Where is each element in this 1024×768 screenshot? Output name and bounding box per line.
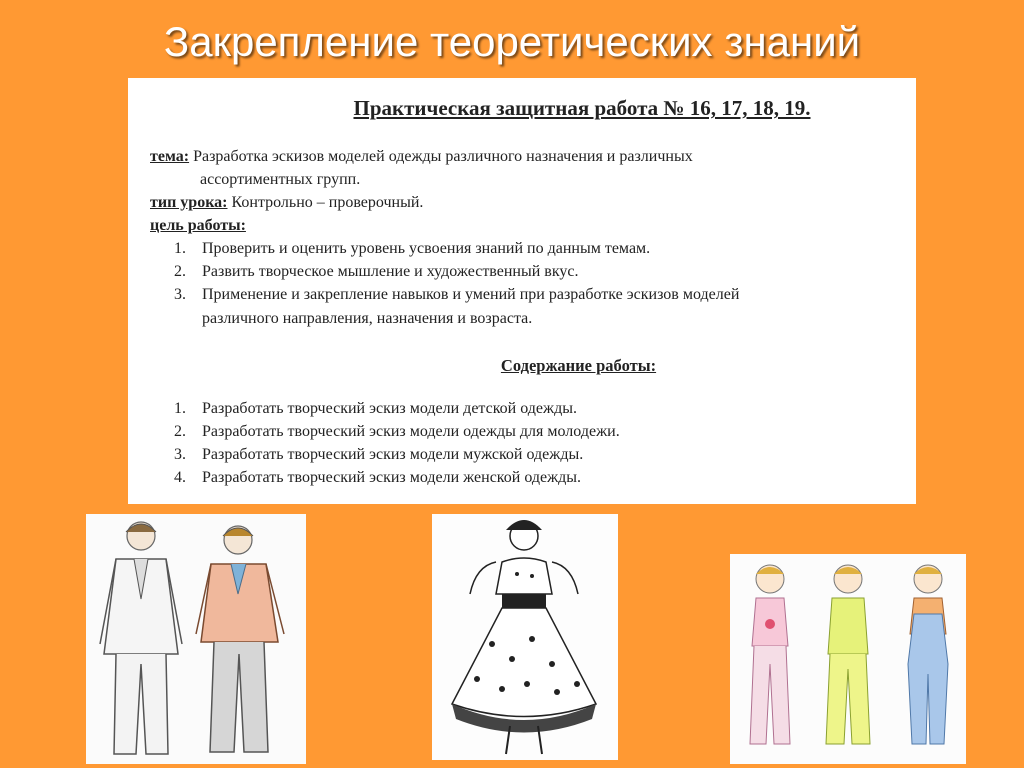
document-heading: Практическая защитная работа № 16, 17, 18, 19.: [353, 96, 811, 120]
womens-sketch-drawing: [432, 514, 618, 760]
goal-item-continuation: различного направления, назначения и возраста.: [202, 310, 533, 327]
mens-sketch-drawing: [86, 514, 306, 764]
lesson-type-text: Контрольно – проверочный.: [231, 194, 424, 211]
goal-item: 2. Развить творческое мышление и художественный вкус.: [174, 263, 579, 280]
topic-text: Разработка эскизов моделей одежды различного назначения и различных: [193, 148, 693, 165]
content-title: Содержание работы:: [500, 356, 657, 375]
task-item: 3. Разработать творческий эскиз модели мужской одежды.: [174, 446, 584, 463]
topic-label: тема:: [150, 148, 190, 165]
slide-title: Закрепление теоретических знаний: [163, 18, 861, 65]
task-item: 4. Разработать творческий эскиз модели женской одежды.: [174, 469, 582, 486]
task-item: 1. Разработать творческий эскиз модели детской одежды.: [174, 400, 577, 417]
topic-line: [150, 148, 693, 166]
goal-item: 3. Применение и закрепление навыков и умений при разработке эскизов моделей: [174, 286, 740, 303]
womens-clothing-sketch-image: [432, 514, 618, 760]
goal-item: 1. Проверить и оценить уровень усвоения знаний по данным темам.: [174, 240, 651, 257]
lesson-type-line: [150, 194, 423, 212]
task-item: 2. Разработать творческий эскиз модели одежды для молодежи.: [174, 423, 620, 440]
topic-continuation: ассортиментных групп.: [200, 171, 361, 188]
childrens-clothing-sketch-image: [730, 554, 966, 764]
assignment-document: [128, 78, 916, 504]
goal-label: цель работы:: [150, 217, 246, 234]
mens-clothing-sketch-image: [86, 514, 306, 764]
childrens-sketch-drawing: [730, 554, 966, 764]
lesson-type-label: тип урока:: [150, 194, 228, 211]
